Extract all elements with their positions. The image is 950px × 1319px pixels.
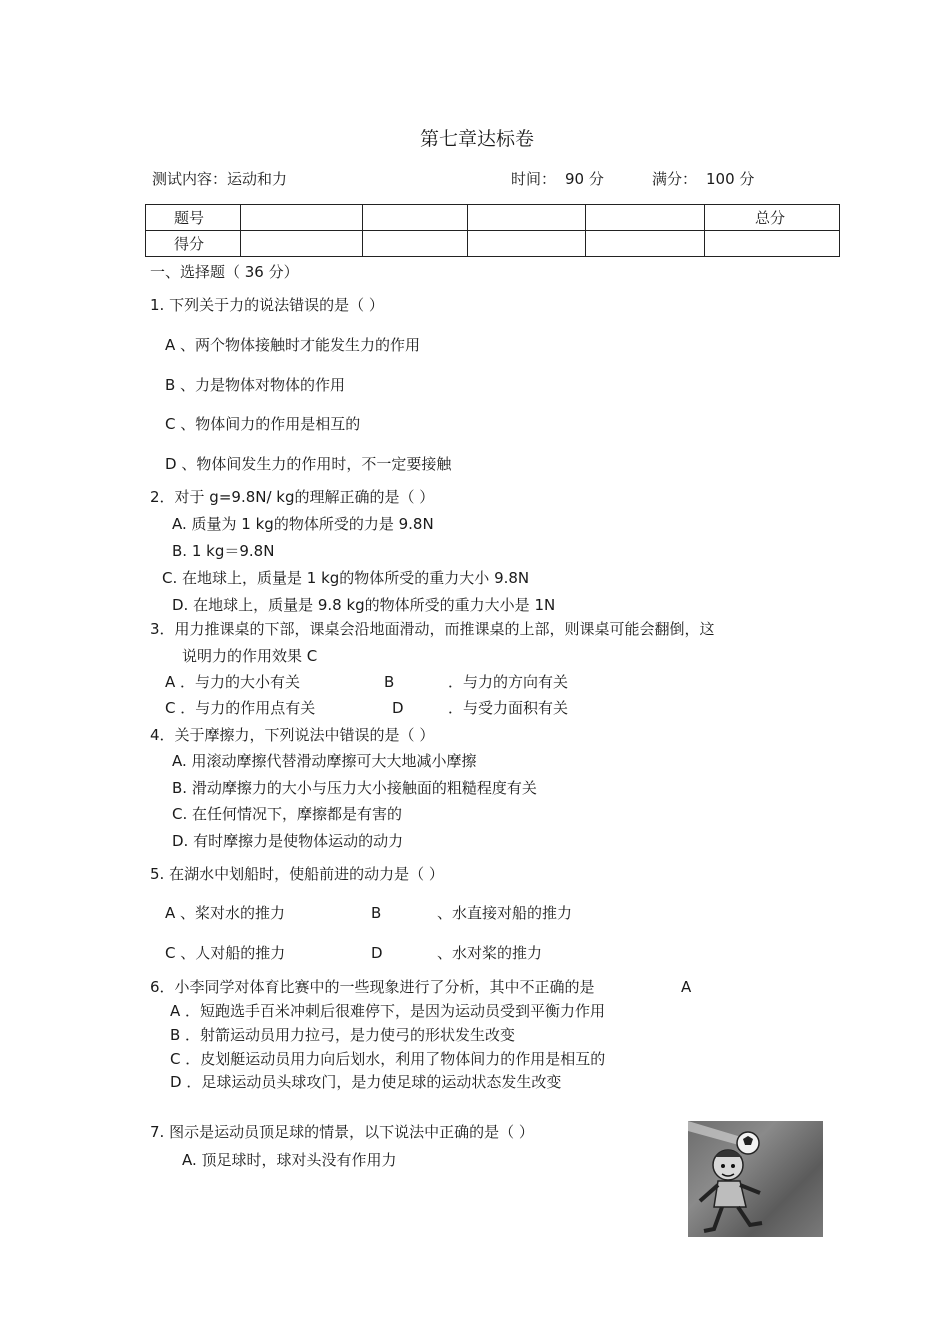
- table-row: [146, 205, 840, 231]
- q3-stem-continued: 说明力的作用效果 C: [182, 647, 318, 665]
- q3-option-d-label: D: [392, 699, 404, 717]
- q1-option-a: A 、两个物体接触时才能发生力的作用: [165, 336, 421, 354]
- time-value: 90 分: [565, 170, 604, 188]
- q3-option-b-text: ．与力的方向有关: [448, 673, 569, 691]
- q5-stem: 5. 在湖水中划船时，使船前进的动力是（ ）: [150, 865, 444, 883]
- q1-option-b: B 、力是物体对物体的作用: [165, 376, 346, 394]
- q4-option-c: C. 在任何情况下，摩擦都是有害的: [172, 805, 403, 823]
- q2-stem: 2．对于 g=9.8N/ kg的理解正确的是（ ）: [150, 488, 435, 506]
- q5-option-d-label: D: [371, 944, 383, 962]
- q3-option-d-text: ．与受力面积有关: [448, 699, 569, 717]
- q6-stem: 6．小李同学对体育比赛中的一些现象进行了分析，其中不正确的是: [150, 978, 595, 996]
- q5-option-b-text: 、水直接对船的推力: [437, 904, 573, 922]
- full-score-label: 满分：: [652, 170, 698, 188]
- test-content: 测试内容：运动和力: [152, 170, 288, 188]
- q1-option-d: D 、物体间发生力的作用时，不一定要接触: [165, 455, 452, 473]
- q3-option-a: A ．与力的大小有关: [165, 673, 301, 691]
- q6-answer: A: [681, 978, 692, 996]
- q2-option-c: C. 在地球上，质量是 1 kg的物体所受的重力大小 9.8N: [162, 569, 530, 587]
- q7-stem: 7. 图示是运动员顶足球的情景，以下说法中正确的是（ ）: [150, 1123, 534, 1141]
- q4-option-a: A. 用滚动摩擦代替滑动摩擦可大大地减小摩擦: [172, 752, 477, 770]
- q4-option-d: D. 有时摩擦力是使物体运动的动力: [172, 832, 404, 850]
- table-cell: [241, 205, 363, 231]
- q2-option-a: A. 质量为 1 kg的物体所受的力是 9.8N: [172, 515, 434, 533]
- q4-stem: 4．关于摩擦力，下列说法中错误的是（ ）: [150, 726, 435, 744]
- score-label: 得分: [146, 231, 241, 257]
- q1-option-c: C 、物体间力的作用是相互的: [165, 415, 361, 433]
- q1-stem: 1. 下列关于力的说法错误的是（ ）: [150, 296, 384, 314]
- q2-option-b: B. 1 kg＝9.8N: [172, 542, 275, 560]
- page-title: 第七章达标卷: [420, 128, 535, 150]
- table-cell: [468, 231, 586, 257]
- q5-option-c: C 、人对船的推力: [165, 944, 286, 962]
- q4-option-b: B. 滑动摩擦力的大小与压力大小接触面的粗糙程度有关: [172, 779, 537, 797]
- q6-option-b: B ．射箭运动员用力拉弓，是力使弓的形状发生改变: [170, 1026, 516, 1044]
- header-ball-photo: [688, 1121, 823, 1237]
- football-player-illustration: [688, 1121, 823, 1237]
- q6-option-d: D ．足球运动员头球攻门，是力使足球的运动状态发生改变: [170, 1073, 562, 1091]
- score-table: [145, 204, 840, 257]
- table-cell: [241, 231, 363, 257]
- table-row: [146, 231, 840, 257]
- q6-option-c: C ．皮划艇运动员用力向后划水，利用了物体间力的作用是相互的: [170, 1050, 606, 1068]
- table-cell: [586, 231, 705, 257]
- table-cell: [363, 205, 468, 231]
- q5-option-d-text: 、水对桨的推力: [437, 944, 543, 962]
- total-label: 总分: [705, 205, 840, 231]
- q7-option-a: A. 顶足球时，球对头没有作用力: [182, 1151, 397, 1169]
- q5-option-a: A 、桨对水的推力: [165, 904, 286, 922]
- table-cell: [705, 231, 840, 257]
- table-cell: [363, 231, 468, 257]
- q2-option-d: D. 在地球上，质量是 9.8 kg的物体所受的重力大小是 1N: [172, 596, 556, 614]
- q3-stem: 3．用力推课桌的下部，课桌会沿地面滑动，而推课桌的上部，则课桌可能会翻倒，这: [150, 620, 715, 638]
- question-number-label: 题号: [146, 205, 241, 231]
- q6-option-a: A ．短跑选手百米冲刺后很难停下，是因为运动员受到平衡力作用: [170, 1002, 606, 1020]
- section-heading: 一、选择题（ 36 分）: [150, 263, 299, 281]
- full-score-value: 100 分: [706, 170, 755, 188]
- table-cell: [468, 205, 586, 231]
- table-cell: [586, 205, 705, 231]
- q5-option-b-label: B: [371, 904, 382, 922]
- time-label: 时间：: [511, 170, 557, 188]
- q3-option-b-label: B: [384, 673, 395, 691]
- q3-option-c: C ．与力的作用点有关: [165, 699, 316, 717]
